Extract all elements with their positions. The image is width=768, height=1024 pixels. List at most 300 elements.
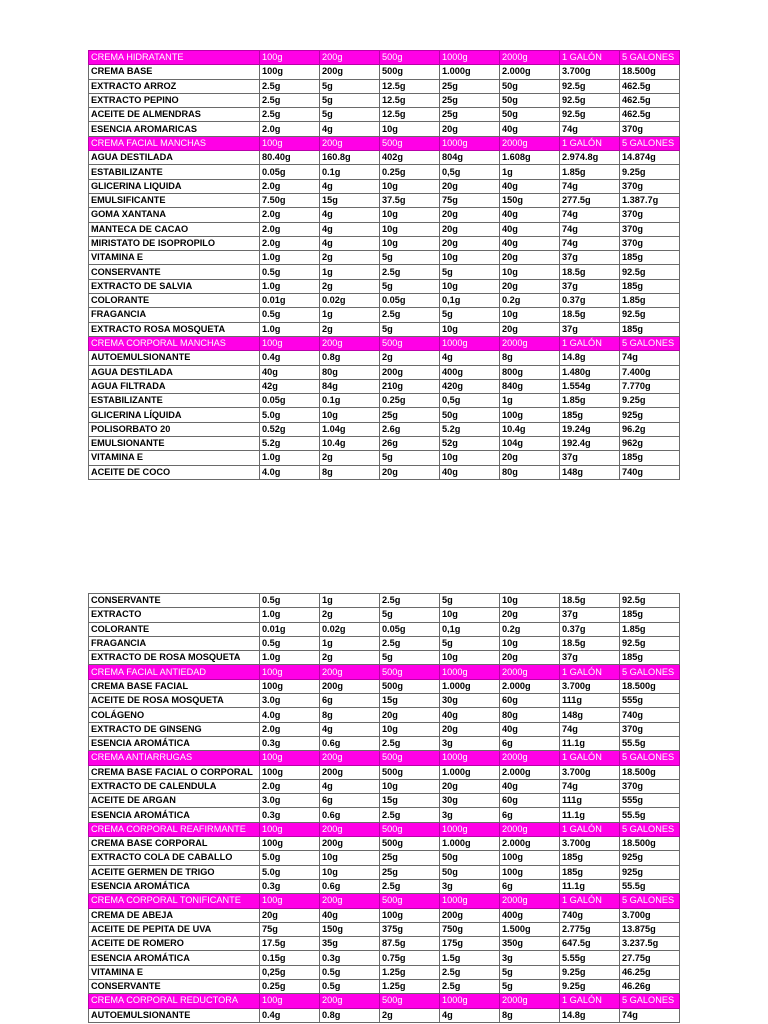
quantity-cell: 2.5g	[380, 594, 440, 608]
quantity-cell: 2.974.8g	[560, 151, 620, 165]
size-header-cell: 200g	[320, 665, 380, 679]
quantity-cell: 1.0g	[260, 651, 320, 665]
size-header-cell: 200g	[320, 994, 380, 1008]
quantity-cell: 15g	[380, 694, 440, 708]
quantity-cell: 5.0g	[260, 408, 320, 422]
ingredient-name-cell: CONSERVANTE	[89, 265, 260, 279]
quantity-cell: 3.700g	[560, 837, 620, 851]
quantity-cell: 40g	[440, 708, 500, 722]
quantity-cell: 1.500g	[500, 922, 560, 936]
quantity-cell: 750g	[440, 922, 500, 936]
quantity-cell: 0.6g	[320, 879, 380, 893]
quantity-cell: 4.0g	[260, 708, 320, 722]
ingredient-name-cell: CREMA DE ABEJA	[89, 908, 260, 922]
quantity-cell: 10g	[500, 265, 560, 279]
size-header-cell: 1000g	[440, 336, 500, 350]
quantity-cell: 18.5g	[560, 636, 620, 650]
quantity-cell: 11.1g	[560, 879, 620, 893]
quantity-cell: 3.0g	[260, 694, 320, 708]
size-header-cell: 100g	[260, 894, 320, 908]
quantity-cell: 2.5g	[260, 79, 320, 93]
section-header-row	[89, 665, 680, 679]
ingredient-row	[89, 937, 680, 951]
ingredient-row	[89, 779, 680, 793]
quantity-cell: 74g	[560, 236, 620, 250]
quantity-cell: 2.0g	[260, 208, 320, 222]
quantity-cell: 1.000g	[440, 65, 500, 79]
quantity-cell: 1g	[500, 394, 560, 408]
quantity-cell: 0,25g	[260, 965, 320, 979]
quantity-cell: 40g	[500, 179, 560, 193]
ingredient-name-cell: ESENCIA AROMÁTICA	[89, 951, 260, 965]
quantity-cell: 0.05g	[380, 622, 440, 636]
section-header-row	[89, 994, 680, 1008]
quantity-cell: 20g	[440, 222, 500, 236]
quantity-cell: 500g	[380, 765, 440, 779]
size-header-cell: 200g	[320, 894, 380, 908]
quantity-cell: 2.0g	[260, 236, 320, 250]
quantity-cell: 100g	[260, 765, 320, 779]
quantity-cell: 5g	[380, 608, 440, 622]
quantity-cell: 104g	[500, 437, 560, 451]
quantity-cell: 2.5g	[440, 965, 500, 979]
quantity-cell: 25g	[440, 93, 500, 107]
quantity-cell: 4g	[440, 1008, 500, 1022]
quantity-cell: 925g	[620, 851, 680, 865]
quantity-cell: 1.85g	[560, 165, 620, 179]
size-header-cell: 100g	[260, 751, 320, 765]
quantity-cell: 0.5g	[260, 265, 320, 279]
quantity-cell: 20g	[440, 779, 500, 793]
quantity-cell: 10g	[440, 651, 500, 665]
ingredient-row	[89, 294, 680, 308]
quantity-cell: 92.5g	[560, 93, 620, 107]
quantity-cell: 7.50g	[260, 193, 320, 207]
quantity-cell: 0.05g	[380, 294, 440, 308]
quantity-cell: 6g	[500, 808, 560, 822]
quantity-cell: 2.5g	[260, 93, 320, 107]
quantity-cell: 92.5g	[560, 79, 620, 93]
quantity-cell: 1.0g	[260, 251, 320, 265]
ingredient-row	[89, 236, 680, 250]
quantity-cell: 9.25g	[560, 965, 620, 979]
ingredient-row	[89, 879, 680, 893]
quantity-cell: 50g	[440, 408, 500, 422]
ingredient-row	[89, 437, 680, 451]
ingredient-name-cell: VITAMINA E	[89, 965, 260, 979]
ingredient-row	[89, 622, 680, 636]
quantity-cell: 0.01g	[260, 294, 320, 308]
quantity-cell: 3g	[500, 951, 560, 965]
ingredient-row	[89, 636, 680, 650]
quantity-cell: 20g	[440, 722, 500, 736]
section-title-cell: CREMA FACIAL ANTIEDAD	[89, 665, 260, 679]
ingredient-row	[89, 808, 680, 822]
quantity-cell: 0.05g	[260, 394, 320, 408]
section-header-row	[89, 136, 680, 150]
quantity-cell: 111g	[560, 694, 620, 708]
ingredient-name-cell: ACEITE DE ALMENDRAS	[89, 108, 260, 122]
quantity-cell: 13.875g	[620, 922, 680, 936]
section-header-row	[89, 751, 680, 765]
quantity-cell: 3g	[440, 736, 500, 750]
quantity-cell: 5g	[500, 965, 560, 979]
quantity-cell: 4.0g	[260, 465, 320, 479]
quantity-cell: 2g	[380, 351, 440, 365]
quantity-cell: 25g	[380, 851, 440, 865]
size-header-cell: 500g	[380, 51, 440, 65]
quantity-cell: 4g	[320, 208, 380, 222]
ingredient-row	[89, 708, 680, 722]
quantity-cell: 37g	[560, 322, 620, 336]
quantity-cell: 100g	[260, 679, 320, 693]
ingredient-row	[89, 222, 680, 236]
size-header-cell: 500g	[380, 822, 440, 836]
ingredient-row	[89, 322, 680, 336]
ingredient-name-cell: FRAGANCIA	[89, 636, 260, 650]
ingredient-row	[89, 851, 680, 865]
ingredient-name-cell: POLISORBATO 20	[89, 422, 260, 436]
quantity-cell: 0.5g	[260, 308, 320, 322]
ingredient-name-cell: AUTOEMULSIONANTE	[89, 351, 260, 365]
size-header-cell: 1 GALÓN	[560, 822, 620, 836]
quantity-cell: 37g	[560, 608, 620, 622]
quantity-cell: 52g	[440, 437, 500, 451]
size-header-cell: 500g	[380, 751, 440, 765]
quantity-cell: 84g	[320, 379, 380, 393]
ingredient-name-cell: AGUA DESTILADA	[89, 151, 260, 165]
quantity-cell: 1.85g	[620, 622, 680, 636]
quantity-cell: 0.3g	[260, 879, 320, 893]
quantity-cell: 185g	[620, 322, 680, 336]
quantity-cell: 150g	[320, 922, 380, 936]
quantity-cell: 2.0g	[260, 122, 320, 136]
quantity-cell: 92.5g	[560, 108, 620, 122]
quantity-cell: 100g	[500, 851, 560, 865]
quantity-cell: 7.400g	[620, 365, 680, 379]
quantity-cell: 4g	[320, 779, 380, 793]
ingredient-name-cell: CREMA BASE	[89, 65, 260, 79]
quantity-cell: 100g	[500, 865, 560, 879]
ingredient-name-cell: ACEITE DE ROSA MOSQUETA	[89, 694, 260, 708]
ingredient-row	[89, 765, 680, 779]
ingredient-name-cell: EMULSIFICANTE	[89, 193, 260, 207]
section-header-row	[89, 894, 680, 908]
quantity-cell: 74g	[620, 1008, 680, 1022]
quantity-cell: 14.874g	[620, 151, 680, 165]
ingredient-name-cell: GLICERINA LIQUIDA	[89, 179, 260, 193]
quantity-cell: 50g	[500, 93, 560, 107]
quantity-cell: 0.2g	[500, 622, 560, 636]
ingredient-row	[89, 165, 680, 179]
quantity-cell: 30g	[440, 694, 500, 708]
quantity-cell: 1.0g	[260, 608, 320, 622]
quantity-cell: 25g	[380, 865, 440, 879]
quantity-cell: 80g	[500, 465, 560, 479]
quantity-cell: 50g	[500, 108, 560, 122]
quantity-cell: 4g	[320, 236, 380, 250]
quantity-cell: 0.6g	[320, 736, 380, 750]
size-header-cell: 1 GALÓN	[560, 894, 620, 908]
quantity-cell: 0.02g	[320, 294, 380, 308]
quantity-cell: 18.500g	[620, 837, 680, 851]
quantity-cell: 200g	[320, 679, 380, 693]
ingredient-name-cell: ACEITE DE ARGAN	[89, 794, 260, 808]
quantity-cell: 370g	[620, 779, 680, 793]
quantity-cell: 370g	[620, 722, 680, 736]
quantity-cell: 2.5g	[380, 636, 440, 650]
ingredient-name-cell: VITAMINA E	[89, 451, 260, 465]
ingredient-name-cell: MANTECA DE CACAO	[89, 222, 260, 236]
quantity-cell: 555g	[620, 794, 680, 808]
quantity-cell: 2.0g	[260, 222, 320, 236]
quantity-cell: 4g	[320, 222, 380, 236]
quantity-cell: 1.25g	[380, 965, 440, 979]
ingredient-name-cell: EXTRACTO PEPINO	[89, 93, 260, 107]
ingredient-row	[89, 794, 680, 808]
quantity-cell: 0.25g	[260, 980, 320, 994]
quantity-cell: 1.0g	[260, 279, 320, 293]
quantity-cell: 100g	[380, 908, 440, 922]
quantity-cell: 40g	[320, 908, 380, 922]
size-header-cell: 1000g	[440, 665, 500, 679]
quantity-cell: 5g	[320, 93, 380, 107]
quantity-cell: 9.25g	[620, 394, 680, 408]
size-header-cell: 100g	[260, 822, 320, 836]
quantity-cell: 2g	[320, 322, 380, 336]
quantity-cell: 1.04g	[320, 422, 380, 436]
quantity-cell: 1g	[320, 636, 380, 650]
quantity-cell: 0.25g	[380, 165, 440, 179]
ingredient-name-cell: EXTRACTO DE ROSA MOSQUETA	[89, 651, 260, 665]
quantity-cell: 647.5g	[560, 937, 620, 951]
quantity-cell: 50g	[440, 865, 500, 879]
quantity-cell: 3.237.5g	[620, 937, 680, 951]
quantity-cell: 0.1g	[320, 165, 380, 179]
quantity-cell: 12.5g	[380, 108, 440, 122]
quantity-cell: 210g	[380, 379, 440, 393]
ingredient-row	[89, 108, 680, 122]
quantity-cell: 9.25g	[560, 980, 620, 994]
quantity-cell: 10g	[440, 608, 500, 622]
quantity-cell: 8g	[500, 351, 560, 365]
ingredient-row	[89, 179, 680, 193]
size-header-cell: 2000g	[500, 822, 560, 836]
quantity-cell: 0.01g	[260, 622, 320, 636]
ingredient-name-cell: MIRISTATO DE ISOPROPILO	[89, 236, 260, 250]
ingredient-row	[89, 65, 680, 79]
quantity-cell: 4g	[320, 179, 380, 193]
quantity-cell: 42g	[260, 379, 320, 393]
quantity-cell: 100g	[260, 65, 320, 79]
ingredient-name-cell: EXTRACTO ARROZ	[89, 79, 260, 93]
size-header-cell: 500g	[380, 994, 440, 1008]
ingredient-name-cell: COLÁGENO	[89, 708, 260, 722]
size-header-cell: 1000g	[440, 751, 500, 765]
size-header-cell: 1 GALÓN	[560, 51, 620, 65]
quantity-cell: 92.5g	[620, 636, 680, 650]
quantity-cell: 804g	[440, 151, 500, 165]
quantity-cell: 10g	[380, 222, 440, 236]
section-title-cell: CREMA CORPORAL TONIFICANTE	[89, 894, 260, 908]
quantity-cell: 1.554g	[560, 379, 620, 393]
quantity-cell: 20g	[500, 279, 560, 293]
quantity-cell: 400g	[440, 365, 500, 379]
size-header-cell: 1 GALÓN	[560, 136, 620, 150]
ingredient-name-cell: ESENCIA AROMÁTICA	[89, 736, 260, 750]
quantity-cell: 8g	[500, 1008, 560, 1022]
quantity-cell: 0.3g	[260, 736, 320, 750]
quantity-cell: 2.5g	[380, 265, 440, 279]
quantity-cell: 1.608g	[500, 151, 560, 165]
quantity-cell: 1.5g	[440, 951, 500, 965]
quantity-cell: 20g	[500, 322, 560, 336]
size-header-cell: 200g	[320, 51, 380, 65]
quantity-cell: 40g	[500, 236, 560, 250]
ingredient-row	[89, 837, 680, 851]
quantity-cell: 2.000g	[500, 837, 560, 851]
quantity-cell: 2.5g	[260, 108, 320, 122]
quantity-cell: 1g	[320, 308, 380, 322]
ingredient-name-cell: EXTRACTO DE CALENDULA	[89, 779, 260, 793]
quantity-cell: 0.5g	[320, 980, 380, 994]
quantity-cell: 20g	[260, 908, 320, 922]
quantity-cell: 8g	[320, 708, 380, 722]
ingredient-row	[89, 908, 680, 922]
quantity-cell: 370g	[620, 222, 680, 236]
ingredient-row	[89, 308, 680, 322]
quantity-cell: 25g	[380, 408, 440, 422]
quantity-cell: 370g	[620, 208, 680, 222]
quantity-cell: 192.4g	[560, 437, 620, 451]
quantity-cell: 185g	[560, 408, 620, 422]
ingredient-row	[89, 951, 680, 965]
quantity-cell: 10g	[380, 779, 440, 793]
quantity-cell: 8g	[320, 465, 380, 479]
quantity-cell: 40g	[500, 122, 560, 136]
section-header-row	[89, 336, 680, 350]
size-header-cell: 5 GALONES	[620, 751, 680, 765]
quantity-cell: 0,5g	[440, 165, 500, 179]
quantity-cell: 80g	[320, 365, 380, 379]
quantity-cell: 40g	[500, 722, 560, 736]
quantity-cell: 4g	[320, 722, 380, 736]
quantity-cell: 402g	[380, 151, 440, 165]
size-header-cell: 100g	[260, 51, 320, 65]
ingredient-row	[89, 465, 680, 479]
quantity-cell: 462.5g	[620, 93, 680, 107]
ingredient-name-cell: ESENCIA AROMÁTICA	[89, 808, 260, 822]
quantity-cell: 20g	[440, 122, 500, 136]
quantity-cell: 5g	[320, 108, 380, 122]
ingredient-row	[89, 865, 680, 879]
ingredient-name-cell: ACEITE DE COCO	[89, 465, 260, 479]
quantity-cell: 18.5g	[560, 594, 620, 608]
quantity-cell: 10g	[440, 251, 500, 265]
size-header-cell: 500g	[380, 136, 440, 150]
quantity-cell: 14.8g	[560, 1008, 620, 1022]
ingredient-row	[89, 379, 680, 393]
quantity-cell: 37g	[560, 651, 620, 665]
quantity-cell: 18.5g	[560, 308, 620, 322]
quantity-cell: 3.700g	[560, 65, 620, 79]
ingredient-name-cell: VITAMINA E	[89, 251, 260, 265]
quantity-cell: 25g	[440, 79, 500, 93]
ingredient-row	[89, 365, 680, 379]
quantity-cell: 18.500g	[620, 65, 680, 79]
ingredient-name-cell: ACEITE DE ROMERO	[89, 937, 260, 951]
ingredient-name-cell: ACEITE GERMEN DE TRIGO	[89, 865, 260, 879]
quantity-cell: 0,1g	[440, 294, 500, 308]
quantity-cell: 10g	[320, 408, 380, 422]
quantity-cell: 5.55g	[560, 951, 620, 965]
quantity-cell: 5g	[500, 980, 560, 994]
quantity-cell: 0.05g	[260, 165, 320, 179]
quantity-cell: 1.387.7g	[620, 193, 680, 207]
quantity-cell: 2.5g	[380, 736, 440, 750]
size-header-cell: 2000g	[500, 136, 560, 150]
size-header-cell: 200g	[320, 136, 380, 150]
quantity-cell: 0.5g	[260, 636, 320, 650]
quantity-cell: 2g	[320, 451, 380, 465]
quantity-cell: 37g	[560, 279, 620, 293]
quantity-cell: 4g	[440, 351, 500, 365]
quantity-cell: 75g	[260, 922, 320, 936]
ingredient-row	[89, 679, 680, 693]
ingredient-name-cell: EXTRACTO	[89, 608, 260, 622]
quantity-cell: 17.5g	[260, 937, 320, 951]
size-header-cell: 2000g	[500, 751, 560, 765]
quantity-cell: 10g	[440, 322, 500, 336]
quantity-cell: 1.85g	[620, 294, 680, 308]
quantity-cell: 3.0g	[260, 794, 320, 808]
ingredient-row	[89, 594, 680, 608]
size-header-cell: 5 GALONES	[620, 894, 680, 908]
quantity-cell: 5g	[380, 279, 440, 293]
quantity-cell: 3g	[440, 808, 500, 822]
size-header-cell: 500g	[380, 665, 440, 679]
size-header-cell: 200g	[320, 822, 380, 836]
quantity-cell: 10g	[380, 122, 440, 136]
quantity-cell: 1.85g	[560, 394, 620, 408]
ingredient-name-cell: CREMA BASE FACIAL	[89, 679, 260, 693]
quantity-cell: 2.0g	[260, 179, 320, 193]
ingredient-row	[89, 394, 680, 408]
quantity-cell: 74g	[560, 222, 620, 236]
quantity-cell: 18.5g	[560, 265, 620, 279]
quantity-cell: 46.25g	[620, 965, 680, 979]
quantity-cell: 800g	[500, 365, 560, 379]
section-title-cell: CREMA HIDRATANTE	[89, 51, 260, 65]
quantity-cell: 0.4g	[260, 351, 320, 365]
size-header-cell: 5 GALONES	[620, 51, 680, 65]
quantity-cell: 2.6g	[380, 422, 440, 436]
ingredient-name-cell: CREMA BASE FACIAL O CORPORAL	[89, 765, 260, 779]
quantity-cell: 185g	[620, 608, 680, 622]
ingredient-row	[89, 608, 680, 622]
quantity-cell: 1.0g	[260, 451, 320, 465]
quantity-cell: 0.5g	[320, 965, 380, 979]
quantity-cell: 3.700g	[560, 765, 620, 779]
quantity-cell: 462.5g	[620, 79, 680, 93]
quantity-cell: 92.5g	[620, 308, 680, 322]
quantity-cell: 5g	[380, 451, 440, 465]
quantity-cell: 111g	[560, 794, 620, 808]
ingredient-name-cell: CONSERVANTE	[89, 594, 260, 608]
quantity-cell: 350g	[500, 937, 560, 951]
quantity-cell: 37g	[560, 451, 620, 465]
section-header-row	[89, 822, 680, 836]
